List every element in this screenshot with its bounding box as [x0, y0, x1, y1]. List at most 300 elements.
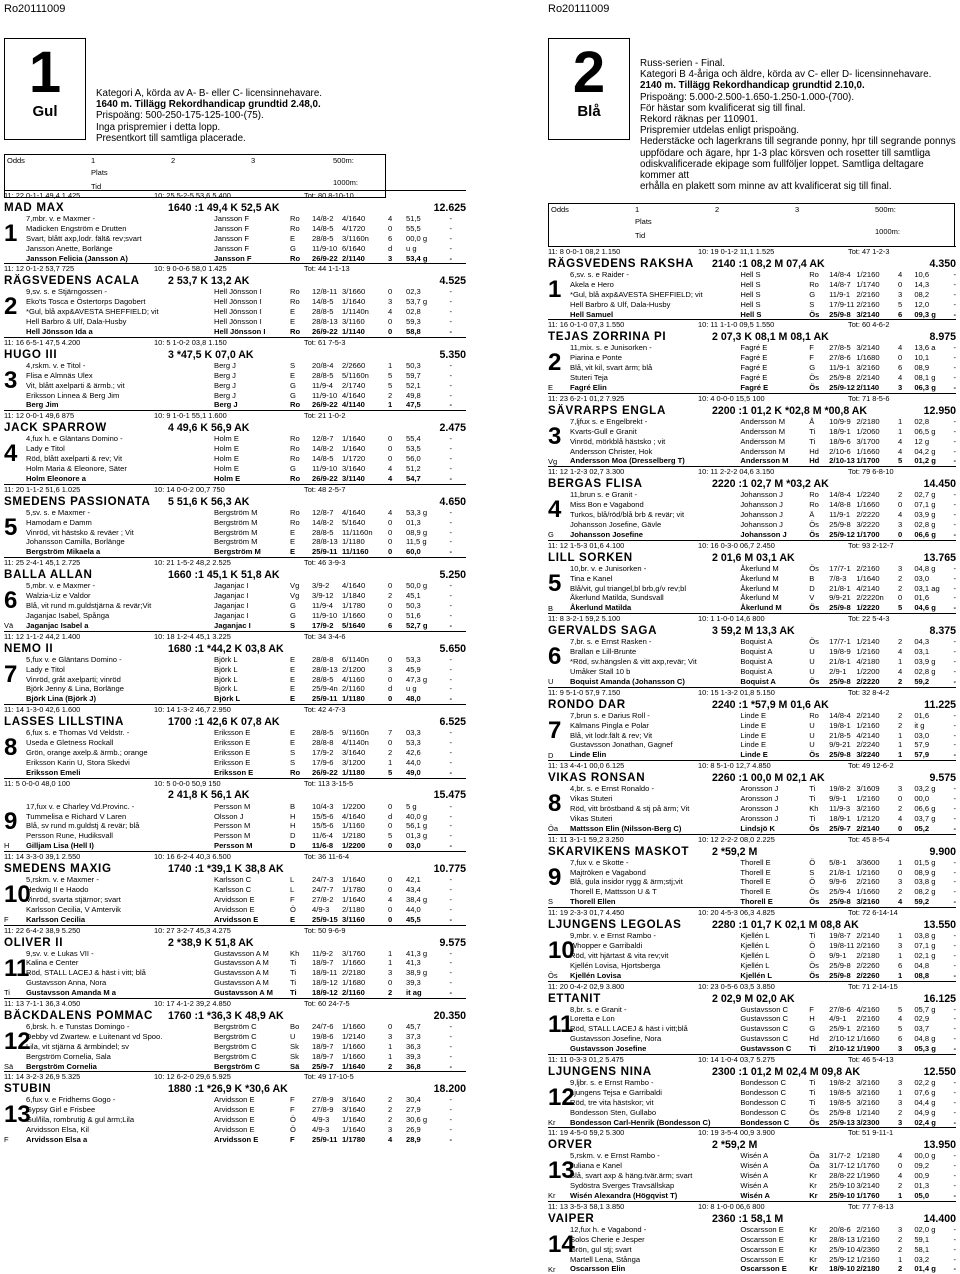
stats-this-year: 11: 12 0-0-1 49,6 875	[4, 411, 75, 421]
horse-name-row	[548, 918, 956, 931]
place: 3	[898, 784, 903, 794]
race-dist: 1/1180	[342, 537, 365, 547]
odds: -	[953, 289, 957, 299]
race-dist: 5/1160n	[342, 370, 369, 380]
date: 2/10-6	[829, 446, 851, 456]
date: 20/8-4	[312, 360, 334, 370]
place: 0	[898, 353, 903, 363]
horse-info-row	[570, 1235, 956, 1245]
odds-c2: 2	[171, 156, 176, 165]
horse-stats	[4, 999, 466, 1009]
race-condition-line: odiskvalificerade ekipage som fullföljer loppet. Samtliga deltagare kommer att	[640, 158, 924, 182]
horse-record: 2280 :1 01,7 K 02,1 M 08,8 AK	[712, 919, 859, 932]
date: 11/9-10	[312, 243, 338, 253]
start-number: 3	[4, 366, 18, 394]
trainer: Fagré E	[740, 343, 768, 353]
track: L	[290, 884, 295, 894]
horse-name: BÄCKDALENS POMMAC	[4, 1008, 154, 1022]
race-number: 1	[28, 40, 62, 105]
track: H	[290, 821, 296, 831]
odds: -	[953, 877, 957, 887]
info-text: Boquist Amanda (Johansson C)	[570, 676, 685, 686]
place: 0	[388, 327, 393, 337]
horse-stats	[548, 320, 956, 330]
odds: -	[449, 811, 452, 821]
horse-name-row	[4, 715, 466, 728]
odds-m2: 1000m:	[875, 227, 901, 236]
track: Ti	[809, 794, 816, 804]
time: 41,3 g	[406, 948, 428, 958]
date: 11/6-8	[312, 841, 334, 851]
info-text: Akela e Hero	[570, 279, 614, 289]
start-number: 7	[4, 660, 18, 688]
horse-stats	[4, 264, 466, 274]
track: E	[290, 527, 296, 537]
info-text: Ljungens Tejsa e Garribaldi	[570, 1087, 662, 1097]
track: Kr	[809, 1181, 817, 1191]
trainer: Olsson J	[214, 811, 244, 821]
track: Hd	[809, 456, 820, 466]
track: Sk	[290, 1051, 299, 1061]
odds: -	[449, 610, 452, 620]
info-text: Blå, vit rund m.guldstjärna & revär;Vit	[26, 601, 152, 611]
horse-name-row	[548, 1065, 956, 1078]
date: 14/8-5	[312, 223, 334, 233]
place: 0	[388, 610, 393, 620]
info-text: Grön, orange axelp.& ärmb.; orange	[26, 747, 148, 757]
race-dist: 1/2200	[342, 801, 366, 811]
time: 49,0	[406, 767, 421, 777]
track: E	[290, 233, 296, 243]
odds: -	[449, 253, 452, 263]
date: 28/8-5	[312, 233, 334, 243]
start-number: 8	[548, 790, 562, 818]
place: 0	[898, 823, 903, 833]
trainer: Hell Jönsson I	[214, 307, 262, 317]
info-text: Karlsson Cecilia	[26, 914, 86, 924]
place: 1	[898, 657, 903, 667]
horse-name: VIKAS RONSAN	[548, 771, 646, 785]
date: 9/9-21	[829, 593, 851, 603]
race-condition-line: Presentkort till samtliga placerade.	[96, 132, 246, 144]
horse-prize: 4.350	[929, 258, 956, 270]
place: 1	[388, 400, 393, 410]
track: Ös	[809, 750, 820, 760]
date: 14/8-5	[312, 454, 334, 464]
info-text: Svart, blått axp,lodr. fält& rev;svart	[26, 233, 142, 243]
horse-info-row	[26, 581, 466, 591]
stats-last-year: 10: 5 1-0-2 03,8 1.150	[154, 337, 227, 347]
horse-name: SÄVRARPS ENGLA	[548, 403, 667, 417]
odds: -	[953, 857, 957, 867]
stats-total: Tot: 49 12-6-2	[848, 761, 894, 771]
track: Ös	[809, 676, 820, 686]
odds-m1: 500m:	[333, 156, 354, 165]
track-letter: Ti	[4, 988, 10, 998]
place: 5	[898, 603, 903, 613]
odds: -	[449, 1061, 452, 1071]
place: 0	[898, 1161, 903, 1171]
place: 5	[388, 370, 393, 380]
horse-stats	[548, 1202, 956, 1212]
horse-name: MAD MAX	[4, 201, 65, 214]
horse-entry	[4, 557, 466, 630]
place: 2	[898, 803, 903, 813]
place: 3	[898, 877, 903, 887]
stats-last-year: 10: 11 1-1-0 09,5 1.550	[698, 320, 775, 330]
race-dist: 6/1640	[342, 243, 366, 253]
horse-record: 2 *59,2 M	[712, 1139, 758, 1152]
track: Ös	[809, 563, 819, 573]
horse-info-row	[26, 694, 466, 704]
trainer: Bergström M	[214, 527, 258, 537]
horse-record: 2 53,7 K 13,2 AK	[168, 275, 250, 288]
date: 28/8-13	[312, 664, 338, 674]
place: d	[388, 811, 393, 821]
horse-info-row	[26, 1062, 466, 1072]
race-dist: 3/2140	[856, 343, 880, 353]
time: 09,3 g	[914, 309, 936, 319]
time: 08,9 g	[914, 867, 936, 877]
odds: -	[953, 794, 957, 804]
horse-info-row	[26, 1105, 466, 1115]
race-dist: 4/1640	[342, 507, 366, 517]
race-dist: 4/1160	[342, 674, 365, 684]
horse-info-row	[26, 875, 466, 885]
place: 0	[388, 547, 393, 557]
race-conditions	[640, 58, 956, 192]
odds: -	[953, 1171, 957, 1181]
stats-total: Tot: 93 2-12-7	[848, 540, 894, 550]
trainer: Wisén A	[740, 1161, 769, 1171]
odds: -	[953, 666, 957, 676]
track: Ti	[809, 931, 816, 941]
trainer: Karlsson C	[214, 884, 252, 894]
info-text: Karlsson Cecilia, V Amtervik	[26, 904, 121, 914]
horse-prize: 15.475	[433, 788, 466, 801]
info-text: Eriksson Karin U, Stora Skedvi	[26, 757, 130, 767]
track: E	[290, 694, 296, 704]
start-number: 3	[548, 422, 562, 450]
track: Ö	[809, 857, 816, 867]
stats-total: Tot: 72 6-14-14	[848, 908, 898, 918]
date: 20/8-6	[829, 1224, 851, 1234]
horse-name-row	[4, 568, 466, 581]
horse-info-row	[26, 591, 466, 601]
track: Ös	[809, 823, 820, 833]
time: 07,1 g	[914, 940, 936, 950]
stats-this-year: 11: 12 1-2-3 02,7 3.300	[548, 467, 625, 477]
trainer: Oscarsson E	[740, 1264, 787, 1274]
stats-total: Tot: 34 3-4-6	[304, 631, 346, 641]
race-dist: 1/2160	[856, 867, 880, 877]
track: E	[290, 684, 296, 694]
horse-name: LASSES LILLSTINA	[4, 715, 125, 729]
horse-info-row	[570, 824, 956, 834]
date: 19/8-5	[829, 1097, 851, 1107]
info-text: Röd, vitt hjärtast & vita rev;vit	[570, 950, 669, 960]
horse-info-row	[570, 804, 956, 814]
place: 4	[898, 373, 903, 383]
trainer: Andersson M	[740, 426, 786, 436]
date: 28/8-13	[312, 537, 338, 547]
horse-prize: 20.350	[433, 1009, 466, 1022]
place: 0	[388, 904, 393, 914]
race-dist: 1/1760	[856, 1191, 880, 1200]
horse-info-row	[570, 657, 956, 667]
track: F	[809, 353, 814, 363]
horse-prize: 16.125	[923, 992, 956, 1005]
horse-stats	[548, 541, 956, 551]
track: Ti	[809, 426, 816, 436]
info-text: Vikas Stuteri	[570, 813, 613, 823]
stats-this-year: 11: 12 0-1-2 53,7 725	[4, 264, 75, 274]
race-dist: 1/1640	[342, 875, 366, 885]
place: 5	[388, 767, 393, 777]
place: 1	[898, 950, 903, 960]
horse-info-row	[26, 802, 466, 812]
stats-total: Tot: 71 2-14-15	[848, 981, 898, 991]
horse-info-row	[570, 363, 956, 373]
race-dist: 1/1760	[856, 1161, 880, 1171]
trainer: Berg J	[214, 360, 236, 370]
race-dist: 1/1640	[342, 297, 366, 307]
race-dist: 2/2160	[856, 1014, 880, 1024]
date: 11/6-4	[312, 831, 333, 841]
odds: -	[953, 436, 957, 446]
time: 47,5	[406, 400, 421, 410]
odds: -	[449, 214, 452, 223]
track: E	[290, 370, 296, 380]
info-text: Gustavsson Josefine, Nora	[570, 1034, 662, 1044]
horse-name: OLIVER II	[4, 935, 64, 949]
place: 0	[388, 738, 393, 748]
race-dist: 2/2160	[856, 563, 880, 573]
trainer: Hell S	[740, 289, 761, 299]
trainer: Åkerlund M	[740, 593, 779, 603]
track: Ös	[809, 897, 820, 907]
date: 25/9-12	[829, 383, 855, 393]
trainer: Aronsson J	[740, 794, 779, 804]
info-text: Bergström Cornelia, Sala	[26, 1051, 111, 1061]
place: 1	[898, 416, 903, 426]
track: D	[809, 583, 815, 593]
track: S	[809, 299, 815, 309]
time: 56,1 g	[406, 821, 428, 831]
horse-entry	[548, 246, 956, 319]
time: 04,8 g	[914, 1034, 936, 1044]
track: Ä	[809, 510, 815, 520]
time: 00,0 g	[914, 1151, 936, 1161]
horse-info-row	[26, 547, 466, 557]
time: 06,6 g	[914, 529, 936, 539]
horse-info-row	[26, 381, 466, 391]
trainer: Gustavsson C	[740, 1014, 789, 1024]
trainer: Jaganjac I	[214, 581, 249, 591]
trainer: Holm E	[214, 444, 239, 454]
time: 5 g	[406, 801, 417, 811]
race-dist: 1/1180	[342, 694, 365, 704]
trainer: Åkerlund M	[740, 583, 779, 593]
race-dist: 1/1640	[342, 1061, 366, 1071]
horse-info-row	[26, 327, 466, 337]
trainer: Kjellén L	[740, 931, 770, 941]
track: Kh	[290, 948, 300, 958]
horse-body	[4, 1095, 466, 1144]
horse-record: 2360 :1 58,1 M	[712, 1212, 784, 1225]
date: 11/9-10	[312, 610, 338, 620]
time: 38,9 g	[406, 968, 428, 978]
time: 57,9	[914, 740, 930, 750]
info-text: Vikas Stuteri	[570, 794, 613, 804]
race-color-label: Blå	[577, 103, 601, 120]
date: 4/9-3	[312, 1115, 330, 1125]
place: 2	[388, 591, 393, 601]
place: 3	[898, 563, 903, 573]
place: 6	[388, 620, 393, 630]
race-dist: 2/2180	[856, 416, 880, 426]
time: 50,3	[406, 360, 421, 370]
place: 3	[388, 1031, 393, 1041]
horse-body	[548, 711, 956, 760]
info-text: Vinröd, vit hästsko & reväer ; Vit	[26, 527, 134, 537]
horse-info-row	[570, 1024, 956, 1034]
date: 9/9-1	[829, 794, 847, 804]
horse-info-row	[26, 978, 466, 988]
date: 25/9-15	[312, 914, 338, 924]
stats-total: Tot: 61 7-5-3	[304, 337, 346, 347]
stats-total: Tot: 42 4-7-3	[304, 705, 346, 715]
time: 00,9	[914, 1171, 930, 1181]
time: 02,0 g	[914, 1224, 936, 1234]
place: 0	[388, 875, 393, 885]
horse-entry	[548, 1127, 956, 1200]
race-dist: 2/2180	[342, 968, 366, 978]
date: 17/7-1	[829, 563, 851, 573]
horse-info-row	[26, 748, 466, 758]
place: d	[388, 684, 393, 694]
info-text: 7,mbr. v. e Maxmer -	[26, 214, 96, 223]
date: 14/8-2	[312, 214, 334, 223]
race-dist: 1/2180	[856, 1151, 880, 1161]
date: 7/8-3	[829, 573, 847, 583]
start-number: 13	[548, 1157, 575, 1185]
horse-info-row	[570, 447, 956, 457]
race-dist: 3/2240	[856, 750, 880, 760]
place: 2	[898, 720, 903, 730]
stats-this-year: 11: 12 1-1-2 44,2 1.400	[4, 631, 81, 641]
time: 53,7 g	[406, 297, 428, 307]
horse-prize: 5.650	[439, 642, 466, 655]
date: 11/9-1	[829, 363, 851, 373]
horse-record: 1760 :1 *36,3 K 48,9 AK	[168, 1009, 284, 1022]
odds: -	[953, 343, 957, 353]
horse-record: 2 01,6 M 03,1 AK	[712, 551, 795, 564]
horse-info-row	[26, 307, 466, 317]
info-text: Wisén Alexandra (Högqvist T)	[570, 1191, 678, 1200]
horse-name: VAIPER	[548, 1211, 595, 1225]
horse-stats	[548, 835, 956, 845]
horse-name: STUBIN	[4, 1082, 52, 1096]
start-number: 4	[4, 440, 18, 468]
horse-info-row	[570, 427, 956, 437]
time: 02,3	[406, 287, 421, 297]
time: 38,4 g	[406, 894, 428, 904]
horse-record: 2220 :1 02,7 M *03,2 AK	[712, 478, 829, 491]
horse-info-row	[570, 740, 956, 750]
place: 3	[898, 1224, 903, 1234]
odds: -	[953, 416, 957, 426]
horse-info-row	[570, 1255, 956, 1265]
odds-tid: Tid	[635, 231, 646, 240]
odds: -	[953, 1107, 957, 1117]
race-dist: 3/3600	[856, 857, 880, 867]
time: 04,9 g	[914, 1107, 936, 1117]
trainer: Johansson J	[740, 510, 783, 520]
info-text: *Gul, blå axp&AVESTA SHEFFIELD; vit	[26, 307, 159, 317]
stats-last-year: 10: 8 1-0-0 06,6 800	[698, 1201, 765, 1211]
race-dist: 1/2160	[856, 647, 880, 657]
info-text: Holm Maria & Eleonore, Säter	[26, 464, 127, 474]
trainer: Persson M	[214, 801, 251, 811]
race-dist: 2/2180	[856, 1264, 880, 1274]
track: Ti	[809, 1044, 816, 1054]
place: 0	[388, 841, 393, 851]
horse-stats	[548, 247, 956, 257]
track: Hd	[809, 1034, 819, 1044]
info-text: Röd, vitt bröstband & stj på ärm; Vit	[570, 803, 690, 813]
date: 28/8-8	[312, 738, 334, 748]
horse-info-row	[26, 958, 466, 968]
race-condition-line: Kategori B 4-åriga och äldre, körda av C- eller D- licensinnehavare.	[640, 69, 932, 81]
horse-record: 3 59,2 M 13,3 AK	[712, 625, 795, 638]
date: 25/9-8	[829, 897, 851, 907]
stats-total: Tot: 77 7-8-13	[848, 1201, 894, 1211]
track: G	[809, 363, 816, 373]
date: 19/8-6	[312, 1031, 334, 1041]
place: 2	[898, 676, 903, 686]
stats-last-year: 10: 15 1-3-2 01,8 5.150	[698, 687, 775, 697]
trainer: Bondesson C	[740, 1077, 786, 1087]
race-dist: 2/2240	[856, 740, 880, 750]
horse-name: ORVER	[548, 1138, 593, 1152]
stats-this-year: 11: 9 5-1-0 57,9 7.150	[548, 687, 621, 697]
horse-entry	[548, 907, 956, 980]
date: 21/8-1	[829, 657, 851, 667]
place: 0	[388, 287, 393, 297]
horse-stats	[4, 779, 466, 789]
trainer: Jansson F	[214, 233, 250, 243]
date: 26/9-22	[312, 327, 338, 337]
horse-prize: 2.475	[439, 422, 466, 435]
track: E	[290, 654, 296, 664]
place: 4	[388, 307, 393, 317]
race-dist: 2/2660	[342, 360, 366, 370]
odds: -	[449, 287, 452, 297]
date: 12/8-7	[312, 434, 334, 444]
stats-total: Tot: 79 6-8-10	[848, 467, 894, 477]
race-dist: 3/2160	[856, 803, 880, 813]
trainer: Johansson J	[740, 529, 787, 539]
trainer: Oscarsson E	[740, 1244, 784, 1254]
place: 0	[898, 794, 903, 804]
time: 03,7	[914, 1024, 930, 1034]
horse-info-row	[570, 373, 956, 383]
horse-name-row	[548, 624, 956, 637]
odds: -	[449, 841, 452, 851]
info-text: 7,ljfux s. e Engelbrekt -	[570, 416, 648, 426]
time: 53,5	[406, 444, 421, 454]
